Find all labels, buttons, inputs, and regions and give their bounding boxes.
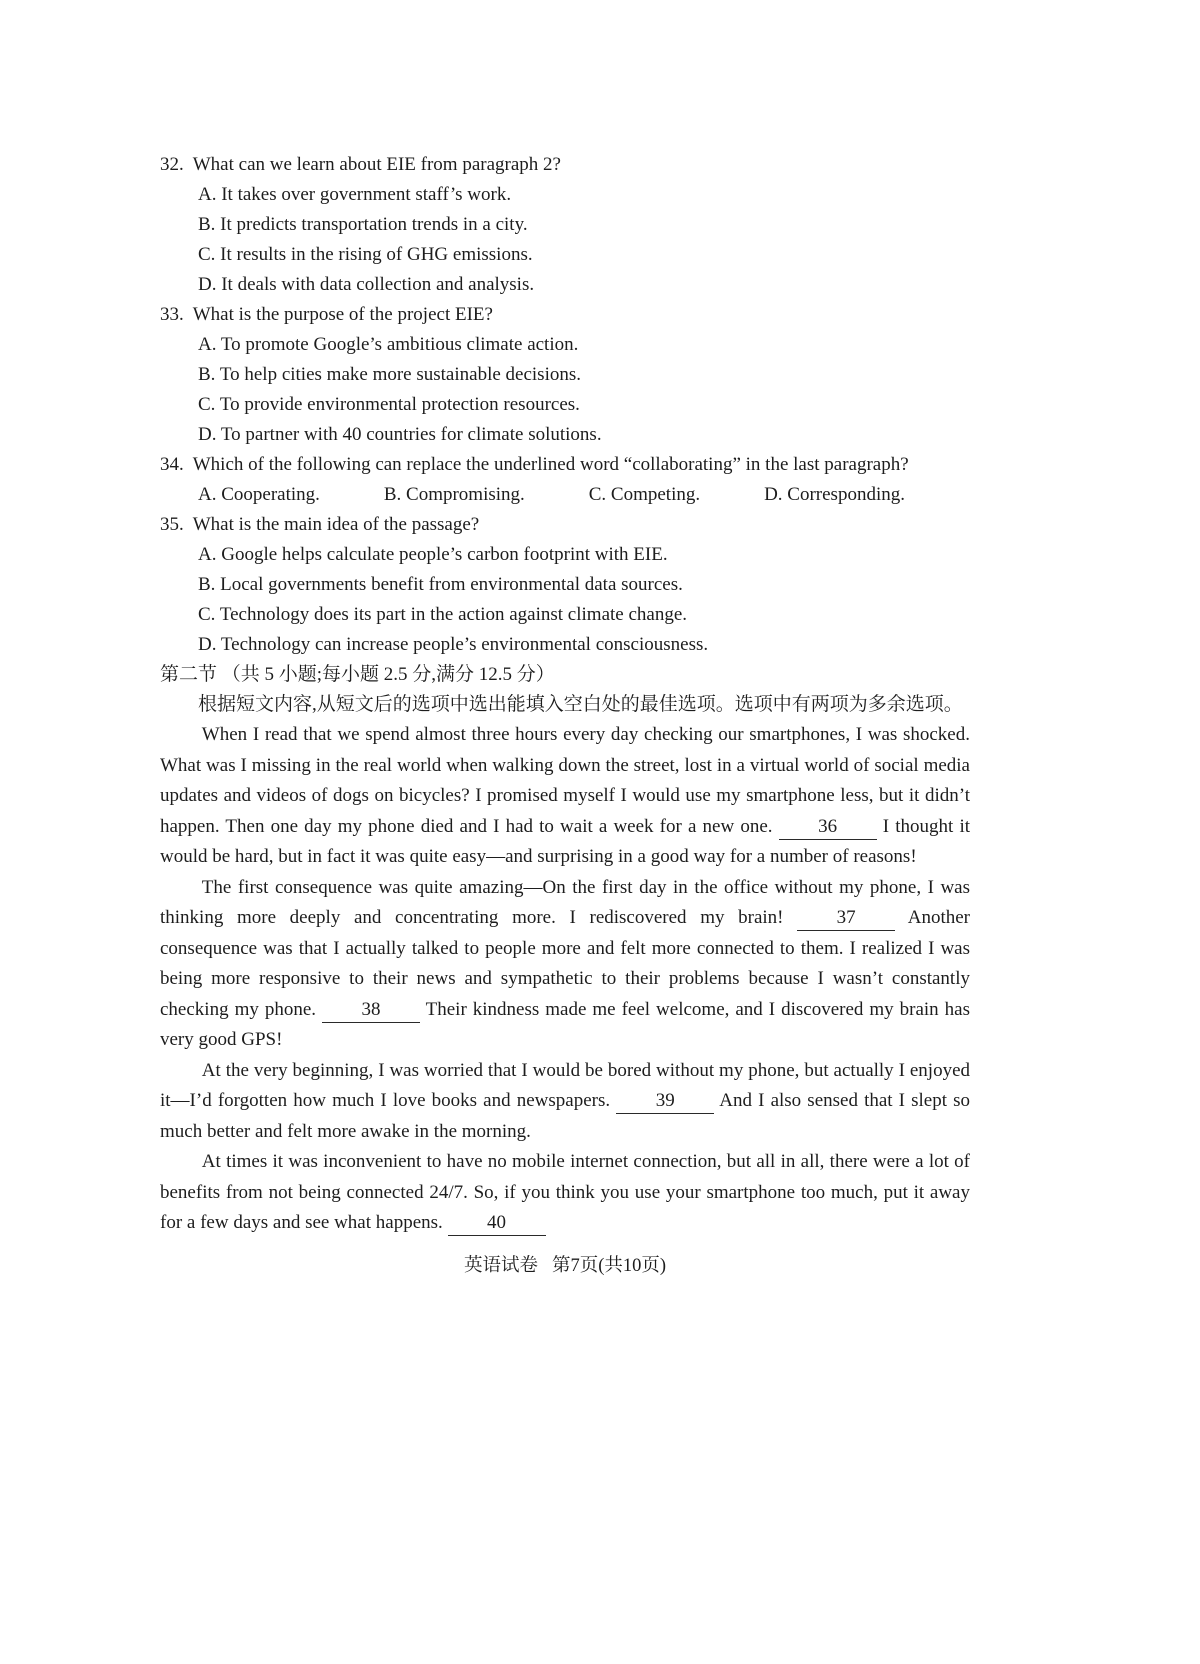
question-stem [160,150,970,180]
passage-paragraph: At times it was inconvenient to have no mobile internet connection, but all in all, there were a lot of benefits from not being connected 24/7. So, if you think you use your smartphone too much, put it away for a few days and see what happens. 40 [160,1147,970,1239]
option-b: B. Compromising. [383,484,525,505]
footer-page-number: 第7页(共10页) [551,1255,667,1276]
question-block-33 [160,300,970,450]
question-text: What is the main idea of the passage? [192,514,480,535]
fill-blank-39: 39 [616,1089,714,1114]
fill-blank-36: 36 [779,815,877,840]
passage-paragraph: The first consequence was quite amazing—On the first day in the office without my phone, I was thinking more deeply and concentrating more. I rediscovered my brain! 37 Another consequence was that I actually talked to people more and felt more connected to them. I realized I was being more responsive to their news and sympathetic to their problems because I wasn’t constantly checking my phone. 38 Their kindness made me feel welcome, and I discovered my brain has very good GPS! [160,876,970,1050]
passage [160,720,970,1239]
question-stem [160,300,970,330]
option-d: D. Corresponding. [764,484,905,505]
option-c: C. To provide environmental protection resources. [198,394,580,415]
footer-exam-title: 英语试卷 [463,1255,538,1276]
section-heading: 第二节 （共 5 小题;每小题 2.5 分,满分 12.5 分） [160,664,555,685]
question-text: Which of the following can replace the underlined word “collaborating” in the last paragraph? [192,454,909,475]
option-a: A. Google helps calculate people’s carbon footprint with EIE. [198,544,668,565]
question-block-34 [160,450,970,510]
passage-paragraph: At the very beginning, I was worried that I would be bored without my phone, but actually I enjoyed it—I’d forgotten how much I love books and newspapers. 39 And I also sensed that I slept so much better and felt more awake in the morning. [160,1059,971,1142]
option-b: B. To help cities make more sustainable decisions. [198,364,581,385]
question-number: 32. [160,154,184,175]
option-b: B. It predicts transportation trends in a city. [198,214,528,235]
page-footer [160,1252,970,1280]
option-a: A. To promote Google’s ambitious climate action. [198,334,579,355]
fill-blank-40: 40 [448,1211,546,1236]
question-block-32 [160,150,970,300]
question-number: 33. [160,304,184,325]
section-two [160,660,970,720]
fill-blank-37: 37 [797,906,895,931]
option-c: C. Competing. [588,484,701,505]
option-d: D. Technology can increase people’s environmental consciousness. [198,634,709,655]
question-stem [160,450,970,480]
question-stem [160,510,970,540]
option-d: D. It deals with data collection and analysis. [198,274,535,295]
inline-options-row [160,480,905,510]
question-block-35 [160,510,970,660]
question-text: What is the purpose of the project EIE? [192,304,493,325]
fill-blank-38: 38 [322,998,420,1023]
option-d: D. To partner with 40 countries for climate solutions. [198,424,602,445]
question-number: 35. [160,514,184,535]
option-a: A. Cooperating. [198,484,320,505]
option-b: B. Local governments benefit from environmental data sources. [198,574,683,595]
question-number: 34. [160,454,184,475]
passage-paragraph: When I read that we spend almost three hours every day checking our smartphones, I was shocked. What was I missing in the real world when walking down the street, lost in a virtual world of social media updates and videos of dogs on bicycles? I promised myself I would use my smartphone less, but it didn’t happen. Then one day my phone died and I had to wait a week for a new one. 36 I thought it would be hard, but in fact it was quite easy—and surprising in a good way for a number of reasons! [160,724,971,867]
option-a: A. It takes over government staff’s work. [198,184,512,205]
question-text: What can we learn about EIE from paragraph 2? [192,154,561,175]
option-c: C. Technology does its part in the action against climate change. [198,604,688,625]
option-c: C. It results in the rising of GHG emissions. [198,244,533,265]
section-instructions: 根据短文内容,从短文后的选项中选出能填入空白处的最佳选项。选项中有两项为多余选项。 [198,694,963,715]
